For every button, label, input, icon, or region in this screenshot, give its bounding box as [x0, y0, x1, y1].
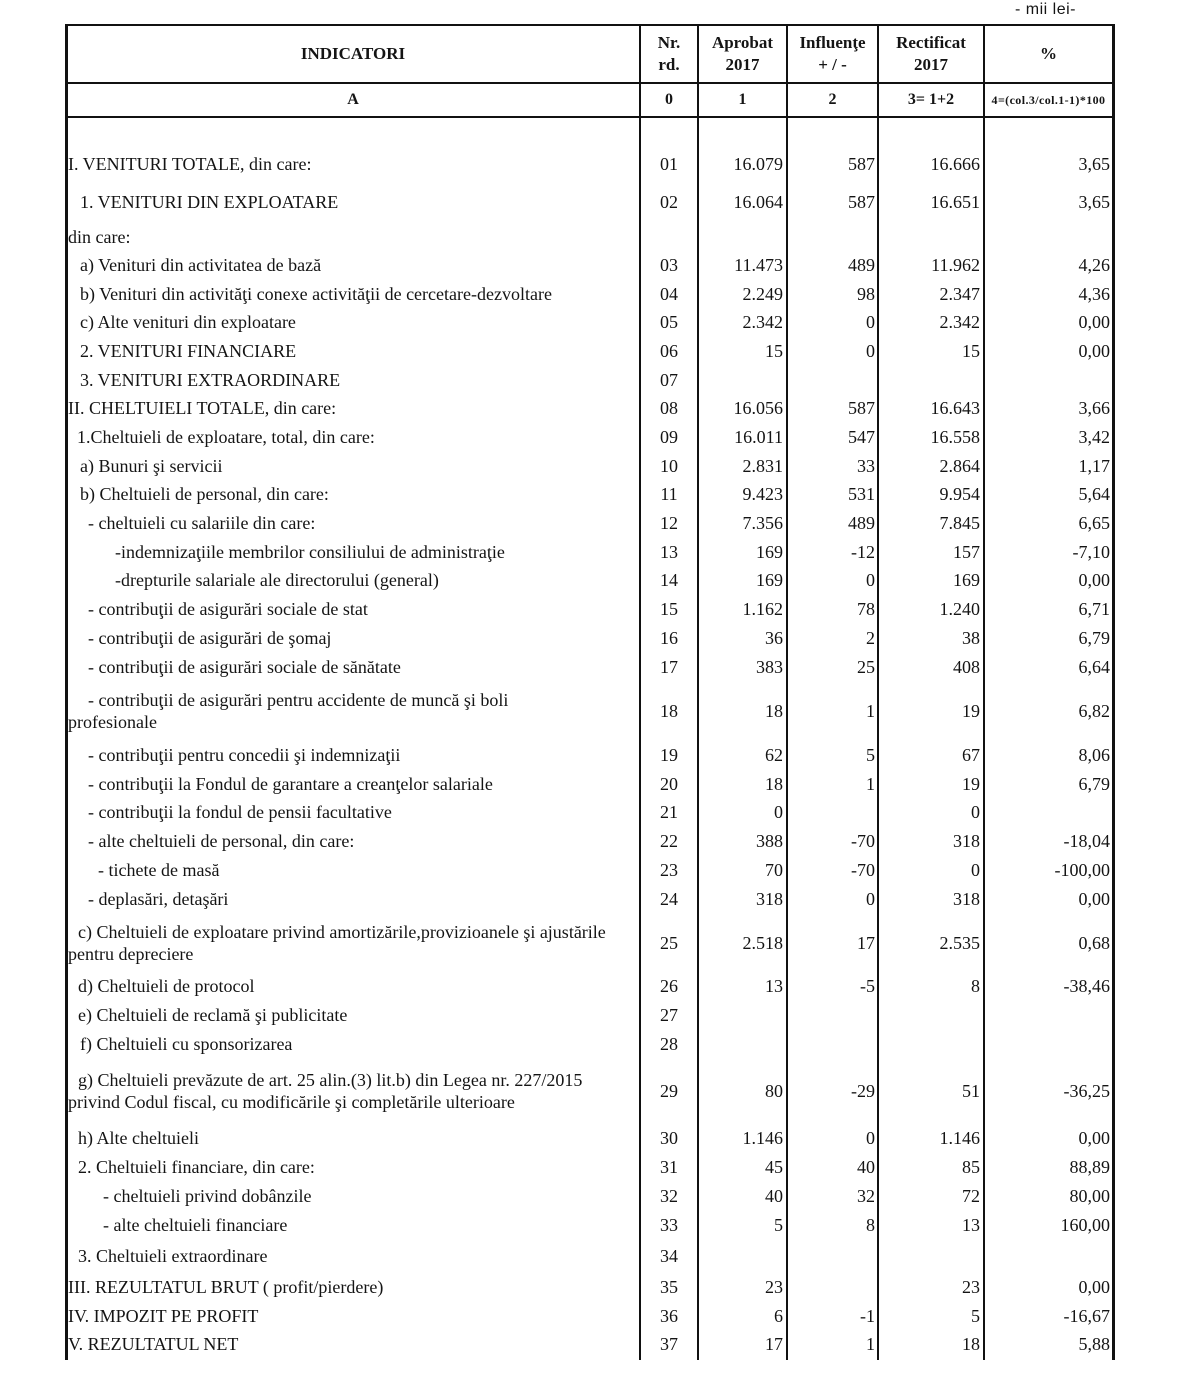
rectificat-value: 7.845: [939, 513, 980, 533]
rectificat-value: [879, 1004, 980, 1026]
percent-value: 3,65: [1078, 154, 1110, 174]
row-number: 15: [660, 599, 678, 619]
row-number: 01: [660, 154, 678, 174]
influente-value: 25: [857, 657, 875, 677]
table-row: [66, 254, 1113, 276]
rectificat-value: 0: [971, 860, 980, 880]
row-number: 11: [660, 484, 678, 504]
row-label: - contribuţii de asigurări pentru accidente de muncă şi boli profesionale: [68, 690, 509, 732]
row-label: 2. VENITURI FINANCIARE: [80, 341, 297, 361]
rectificat-value: 67: [962, 745, 980, 765]
row-label: V. REZULTATUL NET: [68, 1334, 239, 1354]
influente-value: 547: [848, 427, 875, 447]
aprobat-value: 17: [765, 1334, 783, 1354]
percent-value: 0,00: [1078, 1128, 1110, 1148]
percent-value: -36,25: [1063, 1081, 1110, 1101]
row-number: 02: [660, 192, 678, 212]
row-label: c) Cheltuieli de exploatare privind amortizările,provizioanele şi ajustările pentru depreciere: [68, 922, 606, 964]
rectificat-value: 18: [962, 1334, 980, 1354]
rectificat-value: 318: [953, 831, 980, 851]
row-label: c) Alte venituri din exploatare: [80, 312, 296, 332]
percent-value: 6,79: [1078, 774, 1110, 794]
aprobat-value: 388: [756, 831, 783, 851]
influente-value: 8: [866, 1215, 875, 1235]
table-row: [66, 1276, 1113, 1298]
row-number: 07: [660, 370, 678, 390]
aprobat-value: 62: [765, 745, 783, 765]
table-row: [66, 888, 1113, 910]
table-row: [66, 1004, 1113, 1026]
row-number: 19: [660, 745, 678, 765]
influente-value: 5: [866, 745, 875, 765]
rectificat-value: 16.651: [930, 192, 980, 212]
aprobat-value: 0: [774, 802, 783, 822]
aprobat-value: 1.146: [742, 1128, 783, 1148]
rectificat-value: 1.240: [939, 599, 980, 619]
header-rectificat: Rectificat 2017: [896, 33, 966, 74]
row-label: IV. IMPOZIT PE PROFIT: [68, 1306, 259, 1326]
row-number: 26: [660, 976, 678, 996]
index-1: 1: [738, 91, 747, 108]
rectificat-value: 318: [953, 889, 980, 909]
percent-value: 0,68: [1078, 933, 1110, 953]
percent-value: [985, 1033, 1110, 1055]
percent-value: 6,79: [1078, 628, 1110, 648]
aprobat-value: 23: [765, 1277, 783, 1297]
percent-value: 0,00: [1078, 889, 1110, 909]
influente-value: [788, 801, 875, 823]
percent-value: 6,65: [1078, 513, 1110, 533]
percent-value: 0,00: [1078, 570, 1110, 590]
table-row: [66, 1333, 1113, 1355]
rectificat-value: 15: [962, 341, 980, 361]
table-row: [66, 689, 1113, 733]
percent-value: -100,00: [1054, 860, 1110, 880]
aprobat-value: 2.342: [742, 312, 783, 332]
influente-value: [788, 1245, 875, 1267]
row-number: 16: [660, 628, 678, 648]
row-number: 27: [660, 1005, 678, 1025]
influente-value: 1: [866, 701, 875, 721]
rectificat-value: 157: [953, 542, 980, 562]
influente-value: 0: [866, 341, 875, 361]
influente-value: -70: [851, 860, 875, 880]
row-label: I. VENITURI TOTALE, din care:: [68, 154, 312, 174]
row-label: -drepturile salariale ale directorului (general): [115, 570, 439, 590]
row-number: 05: [660, 312, 678, 332]
rectificat-value: 13: [962, 1215, 980, 1235]
influente-value: 33: [857, 456, 875, 476]
influente-value: 1: [866, 1334, 875, 1354]
index-2: 2: [828, 91, 837, 108]
header-aprobat: Aprobat 2017: [711, 33, 774, 74]
influente-value: 0: [866, 1128, 875, 1148]
row-label: - contribuţii la Fondul de garantare a creanţelor salariale: [88, 774, 493, 794]
index-0: 0: [665, 91, 673, 108]
row-number: 36: [660, 1306, 678, 1326]
row-label: 3. Cheltuieli extraordinare: [78, 1246, 268, 1266]
aprobat-value: 11.473: [734, 255, 783, 275]
row-label: - deplasări, detaşări: [88, 889, 229, 909]
table-row: [66, 483, 1113, 505]
rectificat-value: 8: [971, 976, 980, 996]
row-number: 17: [660, 657, 678, 677]
header-percent: %: [1040, 44, 1057, 63]
table-row: [66, 1214, 1113, 1236]
aprobat-value: [699, 1033, 783, 1055]
rectificat-value: 38: [962, 628, 980, 648]
rectificat-value: 11.962: [931, 255, 980, 275]
aprobat-value: 40: [765, 1186, 783, 1206]
aprobat-value: 318: [756, 889, 783, 909]
percent-value: 3,42: [1078, 427, 1110, 447]
percent-value: 0,00: [1078, 1277, 1110, 1297]
row-number: 20: [660, 774, 678, 794]
percent-value: 160,00: [1060, 1215, 1110, 1235]
aprobat-value: 70: [765, 860, 783, 880]
unit-label: - mii lei-: [1015, 1, 1076, 18]
percent-value: 5,88: [1078, 1334, 1110, 1354]
rectificat-value: 2.864: [939, 456, 980, 476]
row-number: 10: [660, 456, 678, 476]
rectificat-value: [879, 1033, 980, 1055]
rectificat-value: 0: [971, 802, 980, 822]
table-row: [66, 1069, 1113, 1113]
rectificat-value: 16.666: [930, 154, 980, 174]
row-label: - cheltuieli privind dobânzile: [103, 1186, 312, 1206]
influente-value: [788, 1033, 875, 1055]
aprobat-value: 16.064: [733, 192, 783, 212]
table-row: [66, 397, 1113, 419]
row-number: 04: [660, 284, 678, 304]
header-indicatori: INDICATORI: [300, 44, 406, 63]
table-row: [66, 921, 1113, 965]
rectificat-value: 16.558: [930, 427, 980, 447]
table-row: [66, 426, 1113, 448]
influente-value: [788, 1276, 875, 1298]
influente-value: 32: [857, 1186, 875, 1206]
aprobat-value: 18: [765, 701, 783, 721]
row-label: - alte cheltuieli financiare: [103, 1215, 288, 1235]
index-a: A: [347, 91, 359, 108]
influente-value: 1: [866, 774, 875, 794]
table-row: [66, 311, 1113, 333]
rectificat-value: 23: [962, 1277, 980, 1297]
table-row: [66, 1127, 1113, 1149]
percent-value: 3,66: [1078, 398, 1110, 418]
influente-value: [788, 226, 875, 248]
influente-value: 531: [848, 484, 875, 504]
table-row: [66, 1245, 1113, 1267]
row-label: 2. Cheltuieli financiare, din care:: [78, 1157, 315, 1177]
header-nr-rd: Nr. rd.: [657, 33, 681, 74]
rectificat-value: 16.643: [930, 398, 980, 418]
row-label: - cheltuieli cu salariile din care:: [88, 513, 316, 533]
row-number: 22: [660, 831, 678, 851]
row-label: - contribuţii pentru concedii şi indemnizaţii: [88, 745, 401, 765]
table-row: [66, 512, 1113, 534]
influente-value: -12: [851, 542, 875, 562]
table-row: [66, 541, 1113, 563]
percent-value: 80,00: [1069, 1186, 1110, 1206]
row-label: b) Venituri din activităţi conexe activităţii de cercetare-dezvoltare: [80, 284, 552, 304]
rectificat-value: [879, 226, 980, 248]
percent-value: 4,26: [1078, 255, 1110, 275]
table-row: [66, 340, 1113, 362]
table-row: [66, 859, 1113, 881]
row-label: g) Cheltuieli prevăzute de art. 25 alin.(3) lit.b) din Legea nr. 227/2015 privind Codul fiscal, cu modificările şi completările ulterioare: [68, 1070, 583, 1112]
row-label: b) Cheltuieli de personal, din care:: [80, 484, 329, 504]
row-number: 21: [660, 802, 678, 822]
influente-value: 40: [857, 1157, 875, 1177]
aprobat-value: 169: [756, 570, 783, 590]
row-number: 23: [660, 860, 678, 880]
row-label: e) Cheltuieli de reclamă şi publicitate: [78, 1005, 348, 1025]
row-label: 3. VENITURI EXTRAORDINARE: [80, 370, 341, 390]
rectificat-value: 2.535: [939, 933, 980, 953]
row-number: 13: [660, 542, 678, 562]
row-label: - contribuţii de asigurări sociale de sănătate: [88, 657, 401, 677]
influente-value: 0: [866, 889, 875, 909]
aprobat-value: [699, 226, 783, 248]
rectificat-value: 19: [962, 774, 980, 794]
percent-value: 1,17: [1078, 456, 1110, 476]
row-label: din care:: [68, 227, 131, 247]
row-number: 32: [660, 1186, 678, 1206]
row-number: 37: [660, 1334, 678, 1354]
percent-value: [985, 1245, 1110, 1267]
percent-value: [985, 801, 1110, 823]
table-row: [66, 744, 1113, 766]
percent-value: -7,10: [1072, 542, 1110, 562]
influente-value: -70: [851, 831, 875, 851]
influente-value: [788, 369, 875, 391]
row-number: 03: [660, 255, 678, 275]
header-influente: Influenţe + / -: [799, 33, 866, 74]
aprobat-value: 1.162: [742, 599, 783, 619]
percent-value: 0,00: [1078, 341, 1110, 361]
influente-value: 587: [848, 398, 875, 418]
table-row: [66, 656, 1113, 678]
row-number: 06: [660, 341, 678, 361]
percent-value: 6,82: [1078, 701, 1110, 721]
table-row: [66, 830, 1113, 852]
row-number: 12: [660, 513, 678, 533]
aprobat-value: 13: [765, 976, 783, 996]
percent-value: -18,04: [1063, 831, 1110, 851]
influente-value: 489: [848, 513, 875, 533]
row-label: III. REZULTATUL BRUT ( profit/pierdere): [68, 1277, 384, 1297]
aprobat-value: 18: [765, 774, 783, 794]
table-row: [66, 598, 1113, 620]
aprobat-value: 16.011: [734, 427, 783, 447]
aprobat-value: 169: [756, 542, 783, 562]
percent-value: 88,89: [1069, 1157, 1110, 1177]
rectificat-value: 9.954: [939, 484, 980, 504]
row-number: 18: [660, 701, 678, 721]
rectificat-value: [879, 1245, 980, 1267]
table-row: [66, 1185, 1113, 1207]
row-number: 29: [660, 1081, 678, 1101]
percent-value: 6,71: [1078, 599, 1110, 619]
row-label: 1. VENITURI DIN EXPLOATARE: [80, 192, 339, 212]
influente-value: 0: [866, 312, 875, 332]
percent-value: -16,67: [1063, 1306, 1110, 1326]
row-number: 31: [660, 1157, 678, 1177]
table-row: [66, 1033, 1113, 1055]
percent-value: [985, 1004, 1110, 1026]
table-row: [66, 569, 1113, 591]
row-label: II. CHELTUIELI TOTALE, din care:: [68, 398, 337, 418]
rectificat-value: 85: [962, 1157, 980, 1177]
influente-value: 17: [857, 933, 875, 953]
rectificat-value: 51: [962, 1081, 980, 1101]
aprobat-value: 5: [774, 1215, 783, 1235]
rectificat-value: 2.342: [939, 312, 980, 332]
influente-value: -5: [860, 976, 875, 996]
row-label: a) Bunuri şi servicii: [80, 456, 223, 476]
row-label: h) Alte cheltuieli: [78, 1128, 199, 1148]
aprobat-value: 45: [765, 1157, 783, 1177]
aprobat-value: [699, 1245, 783, 1267]
row-number: 28: [660, 1034, 678, 1054]
rectificat-value: 5: [971, 1306, 980, 1326]
percent-value: 8,06: [1078, 745, 1110, 765]
row-number: 24: [660, 889, 678, 909]
percent-value: [985, 226, 1110, 248]
table-row: [66, 226, 1113, 248]
aprobat-value: 7.356: [742, 513, 783, 533]
row-number: 25: [660, 933, 678, 953]
table-row: [66, 627, 1113, 649]
percent-value: 4,36: [1078, 284, 1110, 304]
row-number: 33: [660, 1215, 678, 1235]
influente-value: [788, 1004, 875, 1026]
row-number: 09: [660, 427, 678, 447]
row-number: 35: [660, 1277, 678, 1297]
row-label: a) Venituri din activitatea de bază: [80, 255, 322, 275]
row-label: - contribuţii la fondul de pensii facultative: [88, 802, 392, 822]
percent-value: 6,64: [1078, 657, 1110, 677]
table-row: [66, 1305, 1113, 1327]
percent-value: 3,65: [1078, 192, 1110, 212]
influente-value: 587: [848, 192, 875, 212]
row-number: 34: [660, 1246, 678, 1266]
row-label: -indemnizaţiile membrilor consiliului de administraţie: [115, 542, 505, 562]
table-row: [66, 283, 1113, 305]
row-number: 08: [660, 398, 678, 418]
table-row: [66, 153, 1113, 175]
influente-value: 2: [866, 628, 875, 648]
aprobat-value: 15: [765, 341, 783, 361]
percent-value: 5,64: [1078, 484, 1110, 504]
row-label: 1.Cheltuieli de exploatare, total, din care:: [77, 427, 375, 447]
table-row: [66, 773, 1113, 795]
row-label: f) Cheltuieli cu sponsorizarea: [80, 1034, 293, 1054]
table-row: [66, 191, 1113, 213]
influente-value: -29: [851, 1081, 875, 1101]
influente-value: -1: [860, 1306, 875, 1326]
influente-value: 587: [848, 154, 875, 174]
rectificat-value: 72: [962, 1186, 980, 1206]
aprobat-value: 383: [756, 657, 783, 677]
index-3: 3= 1+2: [907, 91, 955, 108]
rectificat-value: 1.146: [939, 1128, 980, 1148]
row-label: - contribuţii de asigurări sociale de stat: [88, 599, 368, 619]
rectificat-value: [879, 369, 980, 391]
influente-value: 78: [857, 599, 875, 619]
table-row: [66, 369, 1113, 391]
aprobat-value: [699, 1004, 783, 1026]
aprobat-value: 6: [774, 1306, 783, 1326]
aprobat-value: 2.518: [742, 933, 783, 953]
influente-value: 98: [857, 284, 875, 304]
aprobat-value: 9.423: [742, 484, 783, 504]
row-number: 30: [660, 1128, 678, 1148]
row-label: - tichete de masă: [98, 860, 220, 880]
row-label: - contribuţii de asigurări de şomaj: [88, 628, 332, 648]
row-label: - alte cheltuieli de personal, din care:: [88, 831, 355, 851]
rectificat-value: 2.347: [939, 284, 980, 304]
table-row: [66, 975, 1113, 997]
aprobat-value: 80: [765, 1081, 783, 1101]
aprobat-value: 16.056: [733, 398, 783, 418]
percent-value: [985, 369, 1110, 391]
rectificat-value: 408: [953, 657, 980, 677]
aprobat-value: 2.249: [742, 284, 783, 304]
table-row: [66, 801, 1113, 823]
aprobat-value: [699, 369, 783, 391]
row-number: 14: [660, 570, 678, 590]
percent-value: -38,46: [1063, 976, 1110, 996]
row-label: d) Cheltuieli de protocol: [78, 976, 255, 996]
row-number: [641, 226, 697, 248]
table-row: [66, 1156, 1113, 1178]
aprobat-value: 2.831: [742, 456, 783, 476]
aprobat-value: 16.079: [733, 154, 783, 174]
rectificat-value: 169: [953, 570, 980, 590]
aprobat-value: 36: [765, 628, 783, 648]
table-row: [66, 455, 1113, 477]
rectificat-value: 19: [962, 701, 980, 721]
influente-value: 0: [866, 570, 875, 590]
percent-value: 0,00: [1078, 312, 1110, 332]
index-4-formula: 4=(col.3/col.1-1)*100: [991, 93, 1106, 107]
influente-value: 489: [848, 255, 875, 275]
